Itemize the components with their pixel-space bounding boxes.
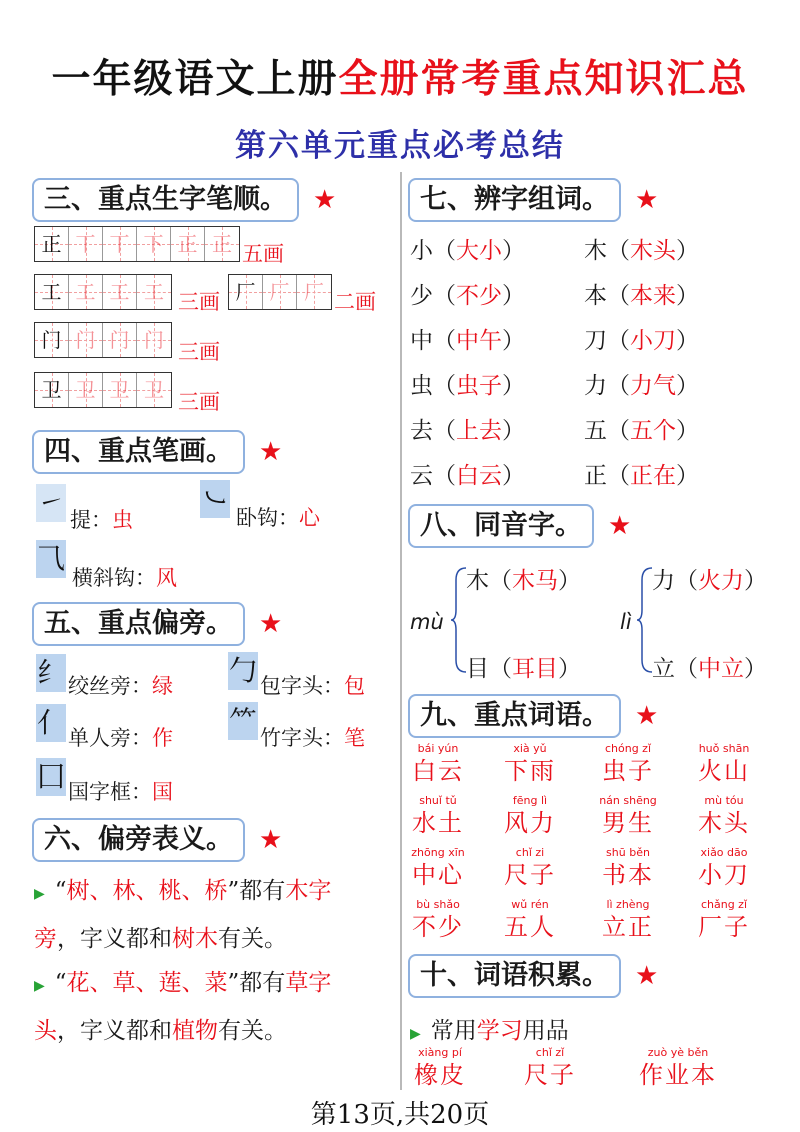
meaning-line-1b: 旁，字义都和树木有关。 xyxy=(34,926,287,952)
stroke-grid-chang: 厂 厂 厂 xyxy=(228,274,332,310)
word-pair-item: 虫（虫子） xyxy=(410,373,525,399)
accumulate-lead: ▶ 常用学习用品 xyxy=(410,1018,569,1044)
star-icon: ★ xyxy=(259,437,283,467)
bullet-triangle-icon: ▶ xyxy=(34,886,45,902)
pinyin-li: lì xyxy=(620,610,632,634)
word-pair-item: 少（不少） xyxy=(410,283,525,309)
stroke-hengxiegou-icon: ⺄ xyxy=(36,540,66,578)
key-word: chǎng zǐ 厂子 xyxy=(698,898,750,941)
key-word: mù tóu 木头 xyxy=(698,794,750,837)
stroke-wogou-icon: ㇃ xyxy=(200,480,230,518)
stroke-count: 二画 xyxy=(334,290,376,314)
key-word: nán shēng 男生 xyxy=(599,794,657,837)
word-pair-item: 本（本来） xyxy=(584,283,699,309)
column-divider xyxy=(400,172,402,1090)
key-word: shuǐ tǔ 水土 xyxy=(412,794,464,837)
word-pair-item: 木（木头） xyxy=(584,238,699,264)
word-pair-item: 小（大小） xyxy=(410,238,525,264)
title-red: 全册常考重点知识汇总 xyxy=(338,56,749,102)
star-icon: ★ xyxy=(635,701,659,731)
key-word: huǒ shān 火山 xyxy=(698,742,750,785)
stroke-grid-men: 门 门 门 门 xyxy=(34,322,172,358)
key-word: wǔ rén 五人 xyxy=(504,898,556,941)
key-word: bù shǎo 不少 xyxy=(412,898,464,941)
section-4-header xyxy=(32,430,282,474)
star-icon: ★ xyxy=(259,609,283,639)
stroke-ti-icon: ㇀ xyxy=(36,484,66,522)
radical-item: 竹字头：笔 xyxy=(260,726,365,750)
stroke-item-hengxiegou: 横斜钩：风 xyxy=(72,566,177,590)
stroke-grid-wei: 卫 卫 卫 卫 xyxy=(34,372,172,408)
accumulate-word: chǐ zǐ 尺子 xyxy=(524,1046,576,1089)
key-word: fēng lì 风力 xyxy=(504,794,556,837)
homophone-li-b: 立（中立） xyxy=(652,656,767,682)
accumulate-word: zuò yè běn 作业本 xyxy=(639,1046,717,1089)
title-black: 一年级语文上册 xyxy=(51,56,339,102)
radical-guozi-icon: 囗 xyxy=(36,758,66,796)
section-8-header xyxy=(408,504,631,548)
section-3-title: 三、重点生字笔顺。 xyxy=(32,178,299,222)
stroke-item-wogou: 卧钩：心 xyxy=(236,506,320,530)
radical-item: 包字头：包 xyxy=(260,674,365,698)
meaning-line-1a: ▶ “树、林、桃、桥”都有木字 xyxy=(34,878,332,904)
section-5-header xyxy=(32,602,282,646)
section-6-header xyxy=(32,818,282,862)
homophone-mu-a: 木（木马） xyxy=(466,568,581,594)
stroke-count: 五画 xyxy=(242,242,284,266)
stroke-count: 三画 xyxy=(178,390,220,414)
accumulate-word: xiàng pí 橡皮 xyxy=(414,1046,466,1089)
star-icon: ★ xyxy=(635,961,659,991)
section-9-title: 九、重点词语。 xyxy=(408,694,621,738)
section-8-title: 八、同音字。 xyxy=(408,504,594,548)
stroke-grid-zheng: 正 丅 丅 下 正 正 xyxy=(34,226,240,262)
stroke-item-ti: 提：虫 xyxy=(70,508,133,532)
section-7-title: 七、辨字组词。 xyxy=(408,178,621,222)
key-word: bái yún 白云 xyxy=(412,742,464,785)
section-9-header xyxy=(408,694,658,738)
word-pair-item: 云（白云） xyxy=(410,463,525,489)
word-pair-item: 正（正在） xyxy=(584,463,699,489)
radical-item: 单人旁：作 xyxy=(68,726,173,750)
pinyin-mu: mù xyxy=(410,610,444,634)
stroke-count: 三画 xyxy=(178,340,220,364)
meaning-line-2b: 头，字义都和植物有关。 xyxy=(34,1018,287,1044)
bullet-triangle-icon: ▶ xyxy=(34,978,45,994)
word-pair-item: 力（力气） xyxy=(584,373,699,399)
key-word: shū běn 书本 xyxy=(602,846,654,889)
word-pair-item: 去（上去） xyxy=(410,418,525,444)
section-10-header xyxy=(408,954,658,998)
stroke-grid-gong: 工 工 工 工 xyxy=(34,274,172,310)
key-word: chǐ zi 尺子 xyxy=(504,846,556,889)
page-title xyxy=(0,48,800,104)
section-7-header xyxy=(408,178,658,222)
star-icon: ★ xyxy=(313,185,337,215)
star-icon: ★ xyxy=(608,511,632,541)
section-10-title: 十、词语积累。 xyxy=(408,954,621,998)
radical-item: 绞丝旁：绿 xyxy=(68,674,173,698)
key-word: xiǎo dāo 小刀 xyxy=(698,846,750,889)
key-word: zhōng xīn 中心 xyxy=(411,846,465,889)
homophone-mu-b: 目（耳目） xyxy=(466,656,581,682)
radical-zhuzi-icon: ⺮ xyxy=(228,702,258,740)
section-6-title: 六、偏旁表义。 xyxy=(32,818,245,862)
radical-jiaosi-icon: 纟 xyxy=(36,654,66,692)
key-word: chóng zǐ 虫子 xyxy=(602,742,654,785)
section-3-header xyxy=(32,178,336,222)
radical-baozi-icon: 勹 xyxy=(228,652,258,690)
page-subtitle: 第六单元重点必考总结 xyxy=(235,128,565,164)
word-pair-item: 五（五个） xyxy=(584,418,699,444)
stroke-count: 三画 xyxy=(178,290,220,314)
key-word: xià yǔ 下雨 xyxy=(504,742,556,785)
radical-item: 国字框：国 xyxy=(68,780,173,804)
section-5-title: 五、重点偏旁。 xyxy=(32,602,245,646)
star-icon: ★ xyxy=(635,185,659,215)
section-4-title: 四、重点笔画。 xyxy=(32,430,245,474)
radical-danren-icon: 亻 xyxy=(36,704,66,742)
homophone-li-a: 力（火力） xyxy=(652,568,767,594)
key-word: lì zhèng 立正 xyxy=(602,898,654,941)
bullet-triangle-icon: ▶ xyxy=(410,1026,421,1042)
star-icon: ★ xyxy=(259,825,283,855)
word-pair-item: 刀（小刀） xyxy=(584,328,699,354)
word-pair-item: 中（中午） xyxy=(410,328,525,354)
meaning-line-2a: ▶ “花、草、莲、菜”都有草字 xyxy=(34,970,332,996)
page-footer: 第13页,共20页 xyxy=(310,1100,490,1130)
